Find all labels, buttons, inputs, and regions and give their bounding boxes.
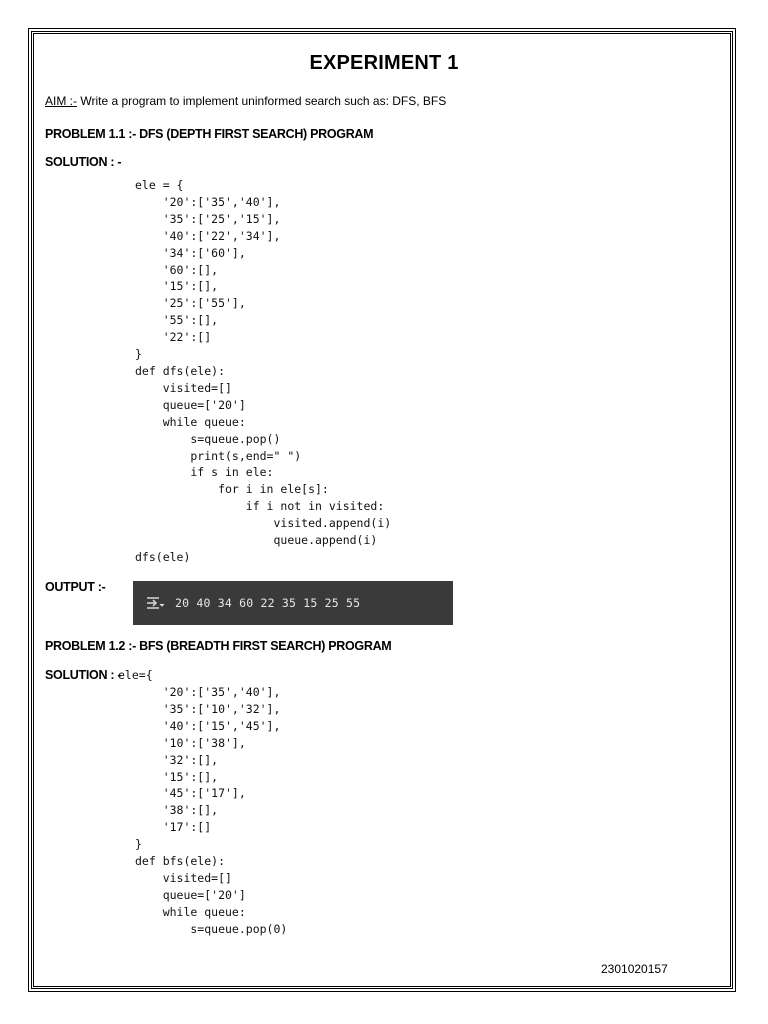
output-panel: [133, 581, 453, 625]
output-text: 20 40 34 60 22 35 15 25 55: [175, 596, 361, 610]
aim-label: AIM :-: [45, 94, 77, 108]
document-title: EXPERIMENT 1: [309, 52, 459, 74]
bfs-code-first-line: ele={: [118, 668, 153, 682]
problem-2-solution-label: SOLUTION : -: [45, 668, 122, 682]
problem-2-heading: PROBLEM 1.2 :- BFS (BREADTH FIRST SEARCH) PROGRAM: [45, 639, 392, 653]
bfs-code-block: '20':['35','40'], '35':['10','32'], '40':['15','45'], '10':['38'], '32':[], '15':[], '45':['17'], '38':[], '17':[] } def bfs(ele): visited=[] queue=['20'] while queue: s=queue.pop(0): [135, 685, 288, 936]
aim-text: Write a program to implement uninformed search such as: DFS, BFS: [77, 94, 447, 108]
footer-roll-number: 2301020157: [601, 962, 668, 976]
dfs-code-block: ele = { '20':['35','40'], '35':['25','15'], '40':['22','34'], '34':['60'], '60':[], '15':[], '25':['55'], '55':[], '22':[] } def dfs(ele): visited=[] queue=['20'] while queue: s=queue.pop() print(s,end=" ") if s in ele: for i in ele[s]: if i not in visited: visited.append(i) queue.append(i) dfs(ele): [135, 178, 392, 564]
aim-line: [45, 94, 446, 108]
problem-1-solution-label: SOLUTION : -: [45, 155, 122, 169]
output-expand-icon[interactable]: [145, 595, 165, 611]
output-label: OUTPUT :-: [45, 580, 106, 594]
problem-1-heading: PROBLEM 1.1 :- DFS (DEPTH FIRST SEARCH) PROGRAM: [45, 127, 374, 141]
